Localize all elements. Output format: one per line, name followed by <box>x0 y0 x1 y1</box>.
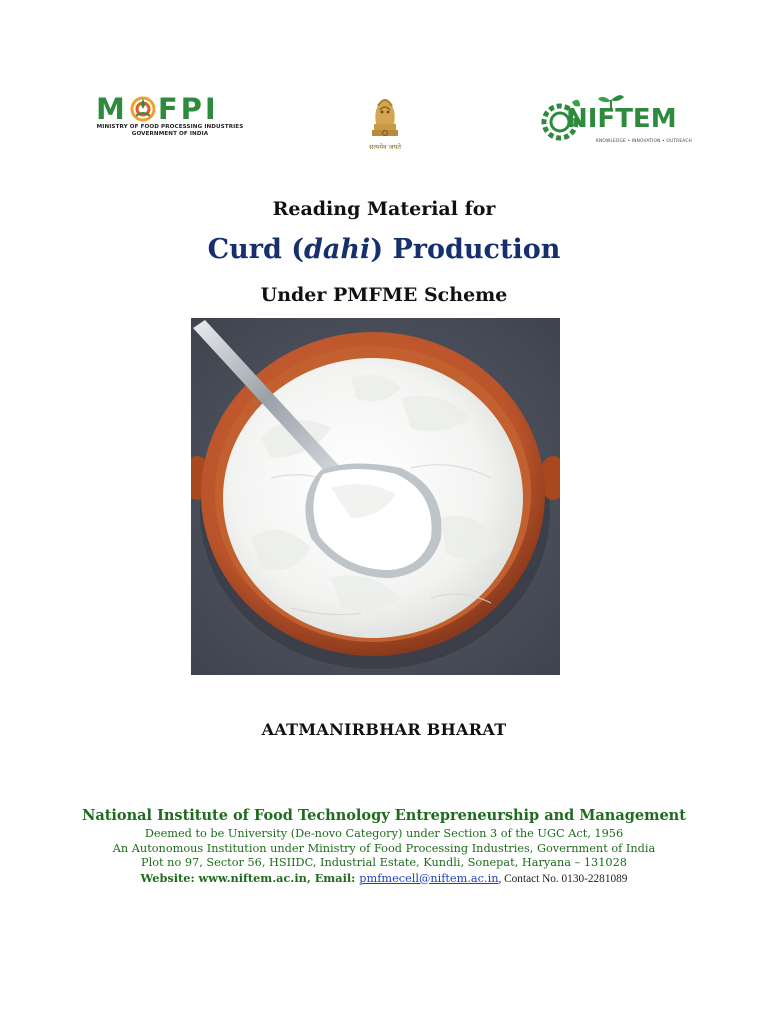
footer-contact-line <box>0 871 768 887</box>
footer-autonomous-institution: An Autonomous Institution under Ministry of Food Processing Industries, Government of India <box>112 841 656 855</box>
mofpi-government-text: GOVERNMENT OF INDIA <box>131 131 209 137</box>
email-link[interactable]: pmfmecell@niftem.ac.in <box>359 871 499 885</box>
institute-name: National Institute of Food Technology Entrepreneurship and Management <box>82 807 686 824</box>
footer-deemed-university: Deemed to be University (De-novo Category) under Section 3 of the UGC Act, 1956 <box>144 827 624 840</box>
niftem-logo <box>540 92 692 152</box>
sun-wheel-icon <box>130 96 156 122</box>
slogan: AATMANIRBHAR BHARAT <box>261 720 507 739</box>
footer <box>0 805 768 886</box>
national-emblem-logo <box>362 90 408 152</box>
logo-row <box>0 88 768 158</box>
title-line-3: Under PMFME Scheme <box>260 284 508 306</box>
title-main: Curd (dahi) Production <box>207 234 561 265</box>
website-label: Website: www.niftem.ac.in, Email: <box>140 870 360 885</box>
mofpi-logo: M FPI MINISTRY OF FOOD PROCESSING INDUSTRIES GOVERNMENT OF INDIA <box>96 92 244 137</box>
niftem-tagline: KNOWLEDGE • INNOVATION • OUTREACH <box>596 139 692 144</box>
lion-capital-icon <box>362 90 408 142</box>
mofpi-ministry-text: MINISTRY OF FOOD PROCESSING INDUSTRIES <box>96 124 244 130</box>
contact-number: , Contact No. 0130-2281089 <box>498 872 628 885</box>
curd-bowl-image <box>191 318 560 675</box>
footer-address: Plot no 97, Sector 56, HSIIDC, Industrial Estate, Kundli, Sonepat, Haryana – 131028 <box>141 856 627 869</box>
niftem-wordmark: NIFTEM <box>566 104 677 134</box>
emblem-motto: सत्यमेव जयते <box>369 143 401 151</box>
title-line-1: Reading Material for <box>272 198 496 220</box>
curd-bowl-photo <box>191 318 560 675</box>
